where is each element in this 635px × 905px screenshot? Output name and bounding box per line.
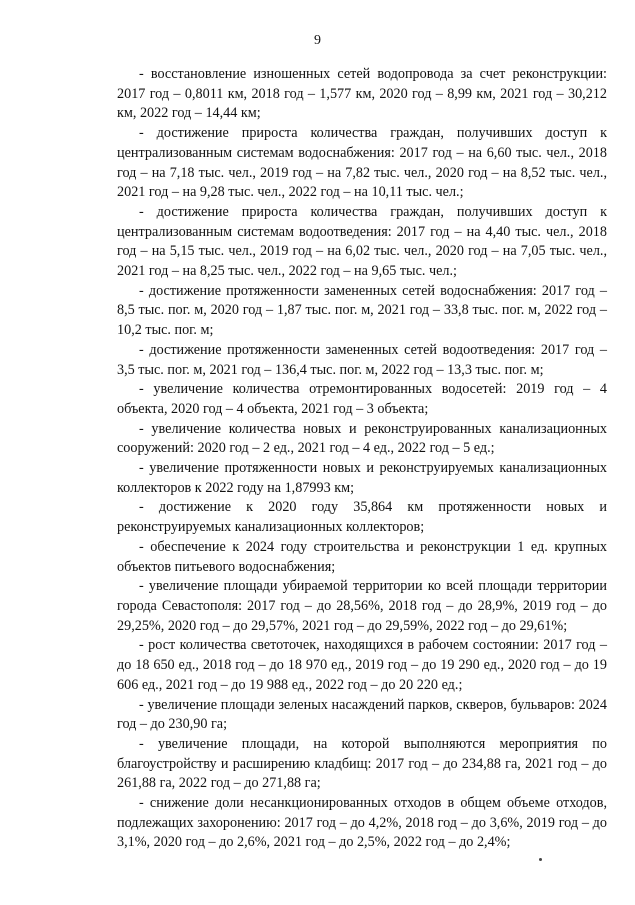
list-item: - увеличение протяженности новых и реконструируемых канализационных коллекторов к 2022 году на 1,87993 км; (117, 460, 607, 496)
list-item: - увеличение площади, на которой выполняются мероприятия по благоустройству и расширению кладбищ: 2017 год – до 234,88 га, 2021 год – до 261,88 га, 2022 год – до 271,88 га; (117, 735, 607, 792)
list-item: - рост количества светоточек, находящихся в рабочем состоянии: 2017 год – до 18 650 ед., 2018 год – до 18 970 ед., 2019 год – до 19 290 ед., 2020 год – до 19 606 ед., 2021 год – до 19 988 ед., 2022 год – до 20 220 ед.; (117, 637, 607, 693)
list-item: - увеличение количества отремонтированных водосетей: 2019 год – 4 объекта, 2020 год – 4 объекта, 2021 год – 3 объекта; (117, 381, 607, 417)
list-item: - достижение протяженности замененных сетей водоотведения: 2017 год – 3,5 тыс. пог. м, 2021 год – 136,4 тыс. пог. м, 2022 год – 13,3 тыс. пог. м; (117, 341, 607, 378)
list-item: - снижение доли несанкционированных отходов в общем объеме отходов, подлежащих захоронению: 2017 год – до 4,2%, 2018 год – до 3,6%, 2019 год – до 3,1%, 2020 год – до 2,6%, 2021 год – до 2,5%, 2022 год – до 2,4%; (117, 795, 607, 851)
list-item: - достижение к 2020 году 35,864 км протяженности новых и реконструируемых канализационных коллекторов; (117, 499, 607, 536)
scan-speck (539, 858, 542, 861)
list-item: - достижение прироста количества граждан, получивших доступ к централизованным системам водоотведения: 2017 год – на 4,40 тыс. чел., 2018 год – на 5,15 тыс. чел., 2019 год – на 6,02 тыс. чел., 2020 год – на 7,05 тыс. чел., 2021 год – на 8,25 тыс. чел., 2022 год – на 9,65 тыс. чел.; (117, 203, 607, 280)
list-item: - увеличение площади убираемой территории ко всей площади территории города Севастополя: 2017 год – до 28,56%, 2018 год – до 28,9%, 2019 год – до 29,25%, 2020 год – до 29,57%, 2021 год – до 29,59%, 2022 год – до 29,61%; (117, 578, 607, 634)
list-item: - достижение протяженности замененных сетей водоснабжения: 2017 год – 8,5 тыс. пог. м, 2020 год – 1,87 тыс. пог. м, 2021 год – 33,8 тыс. пог. м, 2022 год – 10,2 тыс. пог. м; (117, 282, 607, 339)
list-item: - обеспечение к 2024 году строительства и реконструкции 1 ед. крупных объектов питьевого водоснабжения; (117, 538, 607, 575)
list-item: - восстановление изношенных сетей водопровода за счет реконструкции: 2017 год – 0,8011 км, 2018 год – 1,577 км, 2020 год – 8,99 км, 2021 год – 30,212 км, 2022 год – 14,44 км; (117, 66, 607, 122)
list-item: - достижение прироста количества граждан, получивших доступ к централизованным системам водоснабжения: 2017 год – на 6,60 тыс. чел., 2018 год – на 7,18 тыс. чел., 2019 год – на 7,82 тыс. чел., 2020 год – на 8,52 тыс. чел., 2021 год – на 9,28 тыс. чел., 2022 год – на 10,11 тыс. чел.; (117, 125, 607, 201)
page-number: 9 (314, 33, 321, 48)
list-item: - увеличение площади зеленых насаждений парков, скверов, бульваров: 2024 год – до 230,90 га; (117, 696, 607, 733)
list-item: - увеличение количества новых и реконструированных канализационных сооружений: 2020 год – 2 ед., 2021 год – 4 ед., 2022 год – 5 ед.; (117, 420, 607, 457)
document-body (117, 65, 607, 853)
